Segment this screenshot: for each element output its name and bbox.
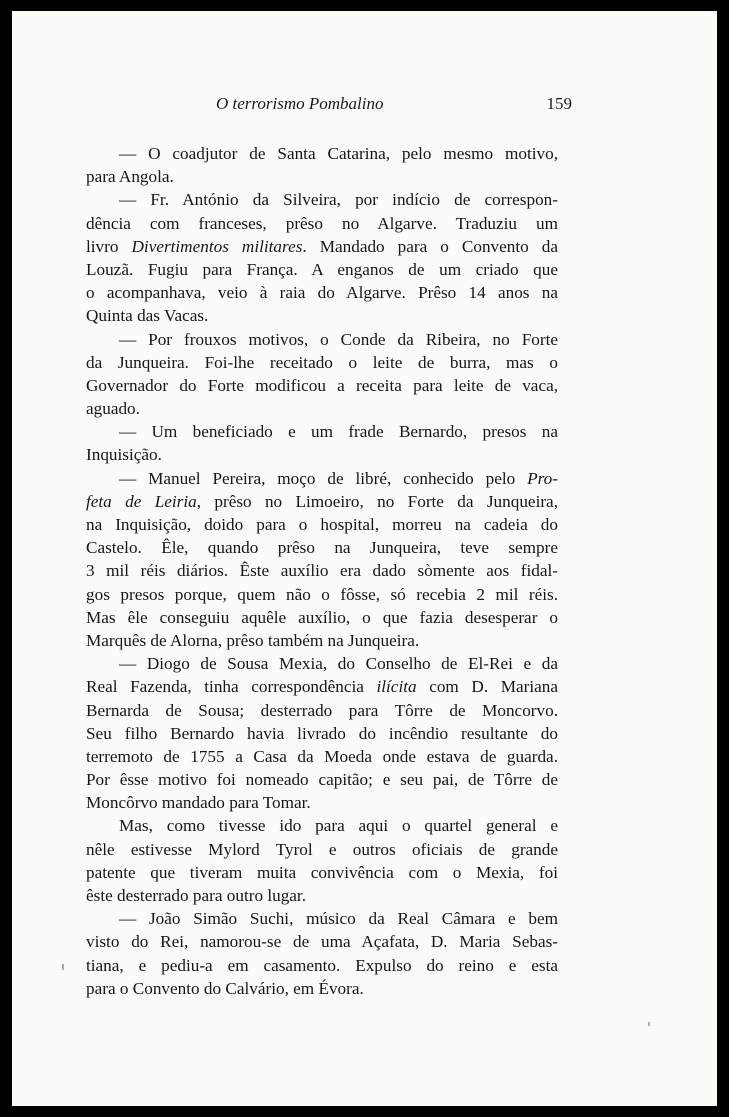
paragraph bbox=[86, 188, 558, 327]
text-line: — Fr. António da Silveira, por indício de correspon- bbox=[119, 190, 558, 210]
paragraph bbox=[86, 142, 558, 188]
paragraph bbox=[86, 420, 558, 466]
text-line: Inquisição. bbox=[86, 445, 162, 465]
paragraph bbox=[86, 652, 558, 814]
text-line: gos presos porque, quem não o fôsse, só recebia 2 mil réis. bbox=[86, 584, 558, 604]
text-line: Seu filho Bernardo havia livrado do incêndio resultante do bbox=[86, 723, 558, 743]
running-header bbox=[216, 94, 572, 118]
text-line: visto do Rei, namorou-se de uma Açafata, D. Maria Sebas- bbox=[86, 932, 558, 952]
text-run: livro bbox=[86, 236, 132, 256]
text-line: Mas, como tivesse ido para aqui o quartel general e bbox=[119, 816, 558, 836]
text-line: Bernarda de Sousa; desterrado para Tôrre de Moncorvo. bbox=[86, 700, 558, 720]
text-line: aguado. bbox=[86, 399, 140, 419]
text-run: com D. Mariana bbox=[416, 677, 558, 697]
text-line: o acompanhava, veio à raia do Algarve. Prêso 14 anos na bbox=[86, 283, 558, 303]
text-line: Quinta das Vacas. bbox=[86, 306, 209, 326]
paragraph bbox=[86, 814, 558, 907]
text-line: terremoto de 1755 a Casa da Moeda onde estava de guarda. bbox=[86, 746, 558, 766]
text-line: Mas êle conseguiu aquêle auxílio, o que fazia desesperar o bbox=[86, 607, 558, 627]
text-line: Louzã. Fugiu para França. A enganos de um criado que bbox=[86, 259, 558, 279]
text-line: — Um beneficiado e um frade Bernardo, presos na bbox=[119, 422, 558, 442]
text-line: Moncôrvo mandado para Tomar. bbox=[86, 793, 311, 813]
text-line bbox=[86, 467, 558, 490]
text-line: 3 mil réis diários. Êste auxílio era dado sòmente aos fidal- bbox=[86, 561, 558, 581]
text-line: êste desterrado para outro lugar. bbox=[86, 886, 307, 905]
italic-text: ilícita bbox=[376, 677, 417, 697]
text-line bbox=[86, 235, 558, 258]
text-line: — Diogo de Sousa Mexia, do Conselho de El-Rei e da bbox=[119, 654, 558, 674]
text-line: Por êsse motivo foi nomeado capitão; e seu pai, de Tôrre de bbox=[86, 770, 558, 790]
text-line bbox=[86, 675, 558, 698]
text-line: Castelo. Êle, quando prêso na Junqueira, teve sempre bbox=[86, 538, 558, 558]
italic-text: feta de Leiria bbox=[86, 491, 197, 511]
paragraph bbox=[86, 907, 558, 1000]
text-line: — Por frouxos motivos, o Conde da Ribeira, no Forte bbox=[119, 329, 558, 349]
paragraph bbox=[86, 328, 558, 421]
text-run: , prêso no Limoeiro, no Forte da Junqueira, bbox=[196, 491, 558, 511]
text-line: nêle estivesse Mylord Tyrol e outros oficiais de grande bbox=[86, 839, 558, 859]
scan-speck bbox=[648, 1022, 650, 1026]
text-line: Marquês de Alorna, prêso também na Junqueira. bbox=[86, 630, 420, 650]
text-line: para Angola. bbox=[86, 167, 174, 187]
text-run: . Mandado para o Convento da bbox=[302, 236, 558, 256]
body-text bbox=[86, 142, 558, 1000]
text-line: da Junqueira. Foi-lhe receitado o leite de burra, mas o bbox=[86, 352, 558, 372]
text-line bbox=[86, 490, 558, 513]
page-number: 159 bbox=[546, 94, 572, 113]
text-line: tiana, e pediu-a em casamento. Expulso do reino e esta bbox=[86, 955, 558, 975]
text-line: na Inquisição, doido para o hospital, morreu na cadeia do bbox=[86, 515, 558, 534]
scan-speck bbox=[62, 964, 64, 970]
text-line: — João Simão Suchi, músico da Real Câmara e bem bbox=[119, 909, 558, 929]
text-line: Governador do Forte modificou a receita para leite de vaca, bbox=[86, 375, 558, 395]
text-line: dência com franceses, prêso no Algarve. Traduziu um bbox=[86, 213, 558, 233]
italic-text: Pro- bbox=[527, 468, 558, 488]
text-line: patente que tiveram muita convivência com o Mexia, foi bbox=[86, 862, 558, 882]
running-title: O terrorismo Pombalino bbox=[216, 94, 384, 113]
text-run: — Manuel Pereira, moço de libré, conhecido pelo bbox=[119, 468, 528, 488]
italic-text: Divertimentos militares bbox=[131, 236, 303, 256]
text-line: para o Convento do Calvário, em Évora. bbox=[86, 978, 364, 998]
text-run: Real Fazenda, tinha correspondência bbox=[86, 677, 377, 697]
paragraph bbox=[86, 467, 558, 653]
text-line: — O coadjutor de Santa Catarina, pelo mesmo motivo, bbox=[119, 144, 558, 163]
